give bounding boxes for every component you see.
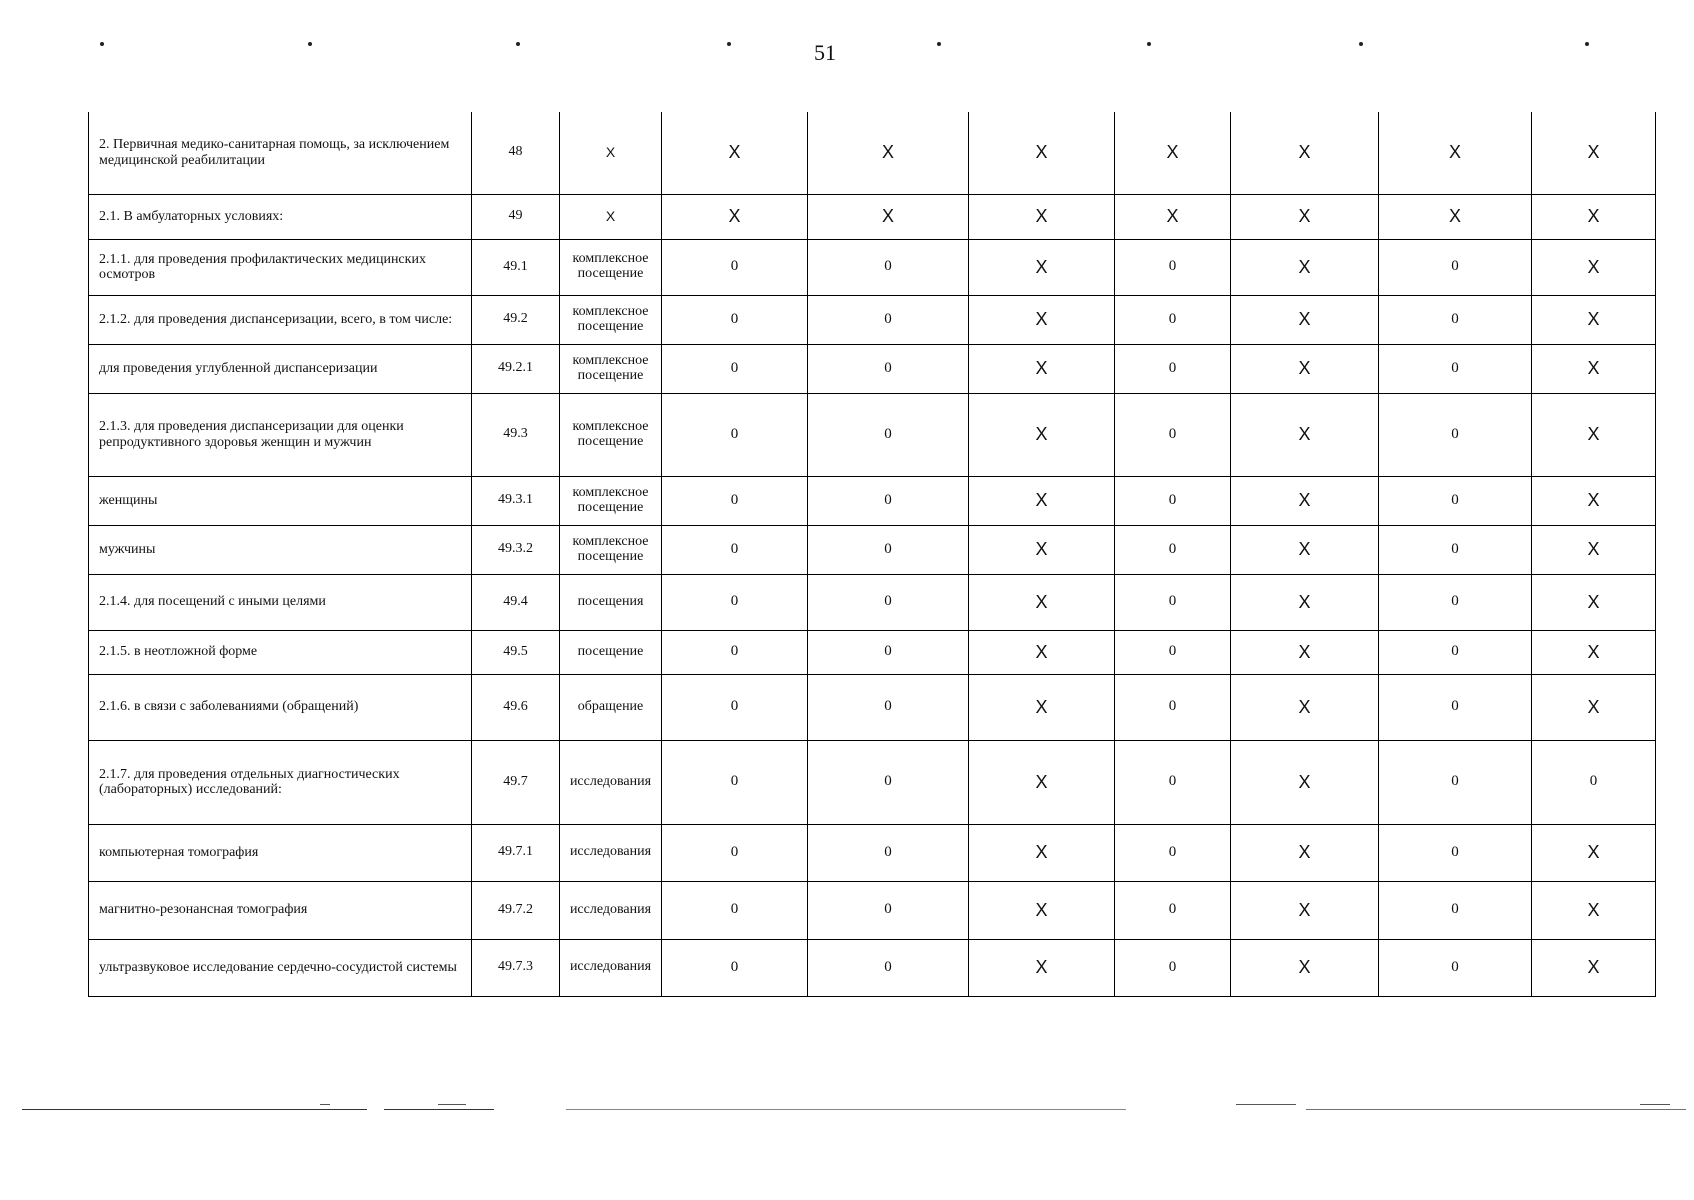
footer-rule	[1306, 1109, 1686, 1111]
row-value-cell: X	[1532, 525, 1656, 574]
row-value-cell: 0	[662, 344, 808, 393]
row-value-cell: 0	[808, 740, 969, 824]
row-value-cell: X	[1532, 881, 1656, 939]
row-code-cell: 49.7	[472, 740, 560, 824]
table-row	[89, 295, 1656, 344]
row-name-cell: ультразвуковое исследование сердечно-сосудистой системы	[89, 939, 472, 996]
row-value-cell: X	[808, 194, 969, 239]
row-value-cell: X	[969, 574, 1115, 630]
row-value-cell: 0	[1379, 630, 1532, 674]
row-name-cell: 2.1. В амбулаторных условиях:	[89, 194, 472, 239]
row-value-cell: X	[1532, 295, 1656, 344]
table-row	[89, 476, 1656, 525]
row-value-cell: 0	[662, 824, 808, 881]
row-value-cell: 0	[1115, 476, 1231, 525]
row-value-cell: 0	[1115, 525, 1231, 574]
row-value-cell: X	[808, 112, 969, 194]
row-code-cell: 49.3.1	[472, 476, 560, 525]
row-value-cell: X	[1231, 194, 1379, 239]
table-row	[89, 525, 1656, 574]
row-code-cell: 49.7.3	[472, 939, 560, 996]
row-value-cell: X	[969, 740, 1115, 824]
row-value-cell: X	[1231, 574, 1379, 630]
row-unit-cell: комплексное посещение	[560, 525, 662, 574]
table-row	[89, 194, 1656, 239]
row-value-cell: 0	[1115, 344, 1231, 393]
row-unit-cell: комплексное посещение	[560, 393, 662, 476]
row-value-cell: X	[1115, 194, 1231, 239]
row-value-cell: X	[1532, 239, 1656, 295]
row-unit-cell: X	[560, 112, 662, 194]
row-value-cell: 0	[1115, 239, 1231, 295]
row-value-cell: X	[1532, 824, 1656, 881]
row-code-cell: 49	[472, 194, 560, 239]
scan-dot	[1585, 42, 1589, 46]
row-value-cell: 0	[808, 393, 969, 476]
table-row	[89, 112, 1656, 194]
footer-dash	[1236, 1104, 1296, 1106]
table-row	[89, 239, 1656, 295]
row-name-cell: 2.1.2. для проведения диспансеризации, всего, в том числе:	[89, 295, 472, 344]
row-value-cell: 0	[1379, 476, 1532, 525]
row-name-cell: 2.1.6. в связи с заболеваниями (обращений)	[89, 674, 472, 740]
row-code-cell: 49.6	[472, 674, 560, 740]
row-value-cell: X	[1231, 881, 1379, 939]
table-row	[89, 824, 1656, 881]
row-value-cell: 0	[1379, 525, 1532, 574]
row-value-cell: 0	[662, 476, 808, 525]
row-value-cell: X	[1231, 525, 1379, 574]
row-unit-cell: посещения	[560, 574, 662, 630]
row-value-cell: X	[969, 112, 1115, 194]
footer-rule	[22, 1109, 367, 1111]
row-value-cell: 0	[1379, 574, 1532, 630]
row-code-cell: 49.2	[472, 295, 560, 344]
row-value-cell: X	[1532, 194, 1656, 239]
scan-dot	[1359, 42, 1363, 46]
row-value-cell: 0	[808, 939, 969, 996]
row-value-cell: 0	[662, 574, 808, 630]
row-value-cell: 0	[662, 881, 808, 939]
row-value-cell: 0	[808, 476, 969, 525]
row-value-cell: X	[1231, 295, 1379, 344]
row-value-cell: 0	[662, 674, 808, 740]
row-value-cell: X	[969, 295, 1115, 344]
row-name-cell: для проведения углубленной диспансеризации	[89, 344, 472, 393]
row-unit-cell: комплексное посещение	[560, 295, 662, 344]
table-row	[89, 881, 1656, 939]
footer-dash	[1640, 1104, 1670, 1106]
footer-dash	[320, 1104, 330, 1106]
row-unit-cell: обращение	[560, 674, 662, 740]
scan-dot	[727, 42, 731, 46]
scan-dot	[308, 42, 312, 46]
scan-dot	[1147, 42, 1151, 46]
scan-dot	[937, 42, 941, 46]
row-value-cell: 0	[808, 674, 969, 740]
row-value-cell: X	[1231, 393, 1379, 476]
row-value-cell: X	[969, 393, 1115, 476]
row-value-cell: 0	[1379, 239, 1532, 295]
page-number: 51	[814, 40, 836, 65]
row-value-cell: X	[969, 525, 1115, 574]
row-value-cell: X	[1532, 674, 1656, 740]
row-value-cell: 0	[662, 295, 808, 344]
row-unit-cell: исследования	[560, 939, 662, 996]
row-value-cell: X	[1532, 476, 1656, 525]
row-value-cell: 0	[1379, 939, 1532, 996]
row-name-cell: женщины	[89, 476, 472, 525]
row-code-cell: 49.7.1	[472, 824, 560, 881]
row-unit-cell: комплексное посещение	[560, 344, 662, 393]
scan-dot	[100, 42, 104, 46]
row-value-cell: 0	[662, 630, 808, 674]
row-value-cell: X	[969, 674, 1115, 740]
row-value-cell: 0	[1379, 824, 1532, 881]
row-name-cell: мужчины	[89, 525, 472, 574]
table-row	[89, 393, 1656, 476]
table-row	[89, 344, 1656, 393]
table-row	[89, 740, 1656, 824]
row-value-cell: 0	[1115, 881, 1231, 939]
footer-dash	[438, 1104, 466, 1106]
row-value-cell: X	[1231, 344, 1379, 393]
row-name-cell: 2.1.3. для проведения диспансеризации для оценки репродуктивного здоровья женщин и мужчин	[89, 393, 472, 476]
row-value-cell: 0	[1115, 295, 1231, 344]
row-code-cell: 49.4	[472, 574, 560, 630]
row-value-cell: 0	[1115, 674, 1231, 740]
row-value-cell: 0	[1379, 740, 1532, 824]
row-value-cell: 0	[808, 525, 969, 574]
row-value-cell: 0	[1379, 881, 1532, 939]
row-name-cell: 2.1.5. в неотложной форме	[89, 630, 472, 674]
footer-rule	[566, 1109, 1126, 1111]
row-value-cell: X	[1231, 476, 1379, 525]
row-code-cell: 49.2.1	[472, 344, 560, 393]
row-code-cell: 49.3	[472, 393, 560, 476]
row-value-cell: 0	[662, 393, 808, 476]
row-value-cell: X	[1532, 574, 1656, 630]
row-name-cell: 2. Первичная медико-санитарная помощь, за исключением медицинской реабилитации	[89, 112, 472, 194]
row-value-cell: X	[1231, 112, 1379, 194]
table-row	[89, 630, 1656, 674]
row-value-cell: X	[969, 239, 1115, 295]
row-value-cell: 0	[662, 939, 808, 996]
row-value-cell: X	[662, 194, 808, 239]
row-unit-cell: комплексное посещение	[560, 476, 662, 525]
row-unit-cell: исследования	[560, 824, 662, 881]
footer-rule	[384, 1109, 494, 1111]
table-row	[89, 674, 1656, 740]
row-value-cell: X	[1379, 194, 1532, 239]
row-value-cell: X	[1379, 112, 1532, 194]
row-name-cell: 2.1.4. для посещений с иными целями	[89, 574, 472, 630]
row-value-cell: X	[969, 939, 1115, 996]
data-table	[88, 112, 1656, 997]
row-unit-cell: комплексное посещение	[560, 239, 662, 295]
row-value-cell: 0	[1379, 393, 1532, 476]
row-value-cell: 0	[1379, 344, 1532, 393]
row-value-cell: 0	[808, 824, 969, 881]
row-value-cell: X	[1231, 239, 1379, 295]
row-value-cell: 0	[1379, 674, 1532, 740]
row-unit-cell: посещение	[560, 630, 662, 674]
row-value-cell: 0	[808, 630, 969, 674]
row-value-cell: X	[969, 630, 1115, 674]
row-value-cell: X	[1532, 939, 1656, 996]
row-name-cell: 2.1.7. для проведения отдельных диагностических (лабораторных) исследований:	[89, 740, 472, 824]
row-value-cell: 0	[808, 574, 969, 630]
scan-dot	[516, 42, 520, 46]
row-value-cell: 0	[1115, 630, 1231, 674]
row-value-cell: X	[1231, 824, 1379, 881]
row-value-cell: X	[1532, 393, 1656, 476]
row-name-cell: компьютерная томография	[89, 824, 472, 881]
row-unit-cell: X	[560, 194, 662, 239]
row-value-cell: X	[1115, 112, 1231, 194]
row-value-cell: 0	[1115, 939, 1231, 996]
row-value-cell: X	[1532, 630, 1656, 674]
row-value-cell: X	[1532, 112, 1656, 194]
row-value-cell: X	[969, 476, 1115, 525]
row-code-cell: 49.5	[472, 630, 560, 674]
row-value-cell: 0	[1115, 574, 1231, 630]
row-value-cell: X	[969, 824, 1115, 881]
row-value-cell: 0	[808, 295, 969, 344]
row-code-cell: 48	[472, 112, 560, 194]
table-body	[89, 112, 1656, 996]
row-unit-cell: исследования	[560, 740, 662, 824]
row-value-cell: 0	[662, 740, 808, 824]
row-value-cell: 0	[1115, 824, 1231, 881]
row-value-cell: X	[969, 344, 1115, 393]
table-row	[89, 574, 1656, 630]
row-value-cell: X	[1231, 630, 1379, 674]
row-value-cell: 0	[662, 525, 808, 574]
row-value-cell: X	[969, 194, 1115, 239]
table-row	[89, 939, 1656, 996]
row-code-cell: 49.1	[472, 239, 560, 295]
row-value-cell: 0	[808, 881, 969, 939]
row-value-cell: 0	[1115, 740, 1231, 824]
row-code-cell: 49.3.2	[472, 525, 560, 574]
row-value-cell: 0	[808, 239, 969, 295]
row-value-cell: 0	[808, 344, 969, 393]
row-unit-cell: исследования	[560, 881, 662, 939]
row-name-cell: 2.1.1. для проведения профилактических медицинских осмотров	[89, 239, 472, 295]
row-value-cell: X	[1231, 740, 1379, 824]
row-value-cell: X	[662, 112, 808, 194]
row-value-cell: X	[1231, 674, 1379, 740]
row-value-cell: X	[969, 881, 1115, 939]
row-value-cell: 0	[1532, 740, 1656, 824]
row-name-cell: магнитно-резонансная томография	[89, 881, 472, 939]
row-code-cell: 49.7.2	[472, 881, 560, 939]
row-value-cell: 0	[1115, 393, 1231, 476]
row-value-cell: X	[1231, 939, 1379, 996]
row-value-cell: 0	[662, 239, 808, 295]
row-value-cell: X	[1532, 344, 1656, 393]
row-value-cell: 0	[1379, 295, 1532, 344]
